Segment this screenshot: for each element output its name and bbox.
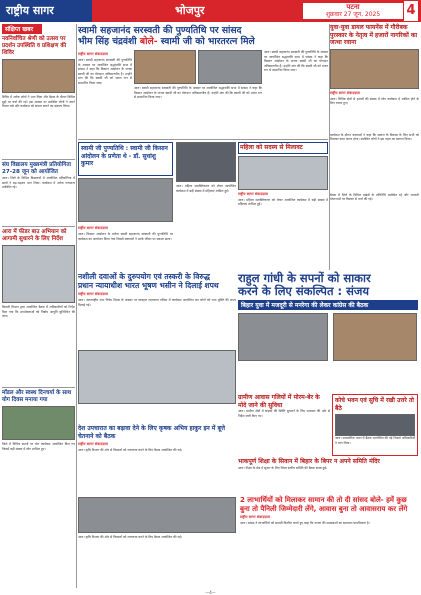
- right-body-2: कार्यक्रम के दौरान वक्ताओं ने कहा कि समाज के विकास के लिए सभी को मिलकर काम करना होगा। उपस्थित लोगों ने इस पहल का स्वागत किया।: [330, 132, 419, 142]
- farmers-photo: [78, 178, 173, 222]
- mid-right-head: भाकपूर्ण शिक्षा के सिवान में बिहार के बिपर न अपने समिति मंदिर: [238, 458, 380, 465]
- drugs-headline-1: नशीली दवाओं के दुरुपयोग एवं तस्करी के विरुद्ध: [78, 272, 210, 281]
- lead-text-col-1: [78, 50, 132, 136]
- right-head-1: युवा-युवा डायल फायनेंस में गौरीबक पुरस्कार के नेतृत्व में हजारों नागरिकों का जत्था रवाना: [330, 24, 418, 46]
- lead-photo-1: [134, 50, 196, 84]
- brief-body-2: आरा। जिले के विभिन्न विद्यालयों में आयोजित प्रतियोगिता में छात्रों ने बढ़-चढ़कर भाग लिया। कार्यक्रम में अनेक गणमान्य उपस्थित रहे।: [2, 176, 75, 190]
- right-body-1: आरा। विभिन्न क्षेत्रों से हजारों की संख्या में लोग कार्यक्रम में शामिल होने के लिए रवाना हुए।: [330, 96, 419, 106]
- farmers-body: आरा। किसान आंदोलन के प्रणेता स्वामी सहजानंद सरस्वती की पुण्यतिथि पर कार्यक्रम का आयोजन किया गया जिसमें वक्ताओं ने उनके जीवन पर प्रकाश डाला।: [78, 232, 173, 241]
- brief-body-3: बिजली विभाग द्वारा आयोजित बैठक में अधिकारियों को निर्देश दिया गया कि उपभोक्ताओं को निर्बाध आपूर्ति सुनिश्चित की जाए।: [2, 305, 75, 319]
- lead-byline: राष्ट्रीय सागर संवाददाता: [78, 52, 108, 56]
- drugs-photo: [78, 350, 236, 404]
- women-body-2: आरा। महिला सशक्तिकरण को लेकर आयोजित कार्यक्रम में बड़ी संख्या में महिलाएं शामिल हुईं।: [238, 197, 328, 207]
- section-title: भोजपुर: [175, 4, 205, 17]
- bottom-mid-byline: राष्ट्रीय सागर संवाददाता: [240, 515, 270, 519]
- rahul-story: [238, 272, 418, 392]
- column-rule-left: [76, 24, 77, 588]
- drugs-headline-2: प्रधान न्यायाधीश भारत भूषण भसीन ने दिलाई शपथ: [78, 281, 219, 290]
- bottom-left-head: देश उपचारात का बढ़ावा देने के लिए कृषक अभिय हाकुर इन में बूत्ते चेतनाने को बैठक: [78, 425, 226, 440]
- small-box-head: कोचे भवन एवं सुचि में रखी उत्तरे तो बैठे: [335, 397, 414, 412]
- bottom-left-story: [78, 425, 236, 495]
- lead-photo-2: [198, 50, 262, 84]
- lead-text-col-2: [134, 86, 262, 138]
- drugs-body: आरा। अंतरराष्ट्रीय नशा निषेध दिवस के अवसर पर व्यवहार न्यायालय परिसर में कार्यक्रम आयोजित कर लोगों को नशा मुक्ति की शपथ दिलाई गई।: [78, 298, 236, 307]
- bottom-left-photo: [78, 497, 236, 533]
- bottom-left-body: आरा। कृषि विभाग की ओर से किसानों को जागरूक करने के लिए बैठक आयोजित की गई।: [78, 448, 183, 452]
- bottom-mid-headline-1: 2 लाभार्थियों को मिलाकर सामान की तो दी सांसद बोले- हमें कुछ: [240, 496, 407, 504]
- women-byline: राष्ट्रीय सागर संवाददाता: [238, 191, 268, 196]
- women-story: [176, 142, 236, 269]
- bottom-left-body-2: आरा। कृषि विभाग की ओर से किसानों को जागरूक करने के लिए बैठक आयोजित की गई।: [78, 535, 183, 539]
- brief-photo-4: [2, 406, 75, 440]
- bottom-left-byline: राष्ट्रीय सागर संवाददाता: [78, 442, 108, 446]
- mid-right-story: [238, 458, 418, 494]
- rahul-photo-1: [238, 313, 328, 361]
- farmers-story-headbox: [78, 142, 173, 176]
- drugs-story: [78, 272, 236, 422]
- bottom-left-story-2: [78, 497, 236, 587]
- lead-headline-1: स्वामी सहजानंद सरस्वती की पुण्यतिथि पर सांसद: [78, 25, 242, 36]
- lead-headline-2-pre: भीम सिंह चंद्रवंशी: [78, 36, 137, 47]
- brief-body-1: शिविर में अनेक लोगों ने भाग लिया और बैठक के दौरान विभिन्न मुद्दों पर चर्चा की गई। इस अवसर पर उपस्थित लोगों ने अपने विचार रखे और कार्यक्रम को सफल बनाने का संकल्प लिया।: [2, 95, 75, 109]
- women-body: आरा। महिला सशक्तिकरण को लेकर आयोजित कार्यक्रम में बड़ी संख्या में महिलाएं शामिल हुईं।: [176, 184, 236, 193]
- lead-body-cont-2: आरा। स्वामी सहजानंद सरस्वती की पुण्यतिथि के अवसर पर आयोजित श्रद्धांजलि सभा में सांसद ने कहा कि किसान आंदोलन के जनक स्वामी जी का योगदान अविस्मरणीय है। उन्होंने मांग की कि स्वामी जी को भारत रत्न से सम्मानित किया जाए।: [264, 50, 328, 73]
- lead-headline-2-post: स्वामी जी को भारतरत्न मिले: [160, 36, 255, 47]
- lead-bottom-rule: [78, 139, 328, 140]
- women-head: महिला को सदस्य से मिलावट: [240, 144, 303, 151]
- right-photo-1: [330, 49, 419, 89]
- lead-story: [78, 25, 328, 47]
- lead-body: आरा। स्वामी सहजानंद सरस्वती की पुण्यतिथि के अवसर पर आयोजित श्रद्धांजलि सभा में सांसद ने कहा कि किसान आंदोलन के जनक स्वामी जी का योगदान अविस्मरणीय है। उन्होंने मांग की कि स्वामी जी को भारत रत्न से सम्मानित किया जाए।: [78, 58, 132, 85]
- brief-head-4: मॉडल और स्वस्थ दिनचर्या के साथ योग दिवस मनाया गया: [2, 387, 75, 404]
- rahul-headline-1: राहुल गांधी के सपनों को साकार: [238, 271, 371, 285]
- small-box-story: [332, 394, 418, 456]
- lead-headline-2-hl: बोले-: [139, 36, 158, 47]
- lead-text-col-3: [264, 50, 328, 138]
- drugs-byline: राष्ट्रीय सागर संवाददाता: [78, 292, 108, 296]
- page-number: 4: [404, 1, 418, 21]
- masthead: [0, 0, 421, 22]
- women-story-right: [238, 142, 328, 269]
- farmers-head: स्वामी जी पुण्यतिथि : स्वामी जी किसान आंदोलन के प्रणेता थे - डॉ. सुधांशु कुमार: [81, 145, 168, 167]
- brief-label: संक्षिप्त खबर: [2, 24, 42, 34]
- brief-head-2: संघ विद्यालय मुख्यमंत्री प्रतियोगिता 27-28 जून को आयोजित: [2, 159, 75, 176]
- farmers-byline: राष्ट्रीय सागर संवाददाता: [78, 226, 108, 230]
- right-body-3: बैठक में जिले के विभिन्न प्रखंडों के प्रतिनिधि उपस्थित रहे और आगामी योजनाओं पर विस्तार से चर्चा की गई।: [330, 192, 419, 202]
- women-headbox: [238, 142, 328, 154]
- brief-head-1: नवनिर्वाचित श्रेणी को उत्सव पर प्रदर्शन उपस्थिति व प्रशिक्षण की शिविर: [2, 36, 67, 56]
- rahul-headline-2: करने के लिए संकल्पित : संजय: [238, 284, 370, 298]
- lead-headline-2: [78, 36, 328, 47]
- bottom-mid-story: [240, 496, 418, 590]
- page-footer: —4—: [205, 590, 216, 595]
- brief-photo-1: [2, 59, 75, 93]
- rahul-photo-2: [333, 313, 417, 361]
- road-head: ग्रामीण आवास गलियों में मोरम-बेर के मोदे जाने की सुविधा: [238, 394, 320, 409]
- left-column: [2, 24, 75, 592]
- rahul-subline: बिहार युवा में मजदूरी से मनरेगा की लेकर कांग्रेस की बैठक: [238, 300, 418, 310]
- brief-body-4: जिले में विभिन्न स्थानों पर योग कार्यक्रम आयोजित किए गए जिसमें बड़ी संख्या में लोग शामिल हुए।: [2, 442, 75, 451]
- bottom-mid-body: आरा। सांसद ने लाभार्थियों को सामग्री वितरित करते हुए कहा कि जनता की समस्याओं का समाधान प्राथमिकता है।: [240, 521, 370, 525]
- women-photo-1: [176, 142, 236, 182]
- right-column: [330, 24, 419, 270]
- road-story: [238, 394, 330, 456]
- road-body: आरा। ग्रामीण क्षेत्रों में सड़कों की स्थिति सुधारने के लिए प्रशासन की ओर से निर्देश जारी किए गए।: [238, 409, 330, 418]
- women-photo-2: [238, 156, 328, 190]
- farmers-text: [78, 224, 173, 269]
- edition-info: [303, 3, 403, 19]
- brief-head-3: आरा में फीडर बाउ अभियान को आगामी सुधारने के लिए निर्देश: [2, 226, 75, 243]
- small-box-photo: [335, 414, 415, 436]
- right-byline: राष्ट्रीय सागर संवाददाता: [330, 90, 360, 95]
- small-box-body: आरा। प्रशासनिक भवन में बैठक आयोजित की गई जिसमें अधिकारियों ने भाग लिया।: [335, 436, 415, 445]
- paper-name: राष्ट्रीय सागर: [0, 0, 92, 22]
- bottom-mid-headline-2: बुना तो पैनिली जिम्मेदारी लेंगे, आवास बुना तो आवासराय कर लेंगे: [240, 504, 408, 513]
- mid-right-body: आरा। शिक्षा के क्षेत्र में सुधार के लिए जिला स्तरीय समिति की बैठक संपन्न हुई।: [238, 465, 328, 470]
- portrait-photo: [2, 245, 75, 303]
- edition-city: पटना: [346, 3, 360, 11]
- edition-date: शुक्रवार 27 जून, 2025: [325, 11, 381, 18]
- lead-body-cont: आरा। स्वामी सहजानंद सरस्वती की पुण्यतिथि के अवसर पर आयोजित श्रद्धांजलि सभा में सांसद ने कहा कि किसान आंदोलन के जनक स्वामी जी का योगदान अविस्मरणीय है। उन्होंने मांग की कि स्वामी जी को भारत रत्न से सम्मानित किया जाए।: [134, 86, 262, 100]
